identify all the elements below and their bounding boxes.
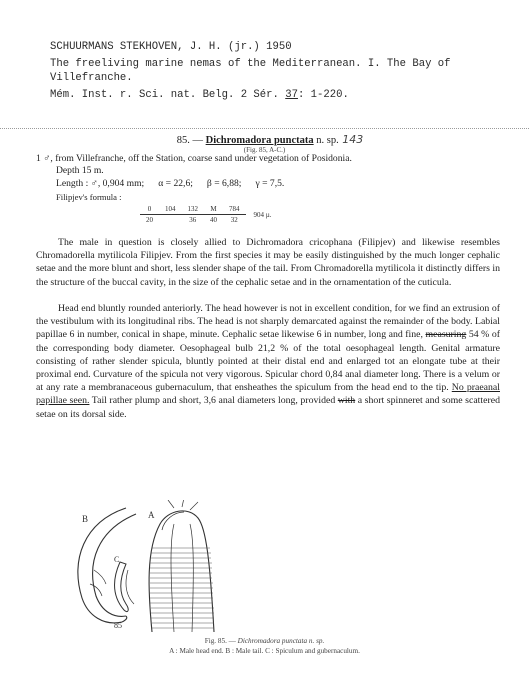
- beta-value: β = 6,88;: [206, 178, 242, 189]
- figure-number: 85: [114, 621, 122, 630]
- pen-struck-word: with: [337, 395, 356, 407]
- journal-name: Mém. Inst. r. Sci. nat. Belg. 2 Sér.: [50, 89, 286, 101]
- para2-text: Tail rather plump and short, 3,6 anal diameters long, provided: [89, 395, 338, 407]
- formula-top-cell: 784: [223, 204, 246, 215]
- male-head-drawing: [149, 500, 214, 632]
- pen-underlined-phrase: No praeanal papillae seen.: [36, 382, 500, 407]
- formula-bottom-cell: 36: [189, 216, 197, 224]
- formula-top-cell: 104: [159, 204, 182, 215]
- cuticle-annulation: [150, 548, 214, 628]
- formula-top-cell: 132: [182, 204, 205, 215]
- handwritten-annotation: 143: [338, 133, 364, 146]
- species-number: 85. —: [176, 135, 206, 146]
- specimen-line1: 1 ♂, from Villefranche, off the Station, coarse sand under vegetation of Posidonia.: [36, 153, 352, 164]
- caption-line2: A : Male head end. B : Male tail. C : Spiculum and gubernaculum.: [169, 647, 360, 655]
- formula-top-cell: M: [204, 204, 223, 215]
- length-value: Length : ♂, 0,904 mm;: [56, 178, 145, 189]
- journal-volume: 37: [285, 89, 298, 101]
- caption-line1: [0, 636, 529, 646]
- paragraph-comparison: The male in question is closely allied to Dichromadora cricophana (Filipjev) and likewise resembles Chromadorella mytilicola Filipjev. From the first species it may be easily distinguished by the much longer cephalic setae and the more blunt and short, less slender shape of the tail. From Chromadorella mytilicola it distinctly differs in the structure of the buccal cavity, in the size of the cephalic setae and in the ornamentation of the cuticula.: [36, 237, 500, 288]
- figure-85-drawing: [64, 500, 314, 635]
- formula-bottom-cell: 20: [146, 216, 153, 224]
- formula-top-cell: 0: [140, 204, 159, 215]
- figure-label-a: A: [148, 510, 155, 520]
- figure-label-b: B: [82, 514, 89, 524]
- figure-reference: (Fig. 85, A-C.): [243, 146, 286, 154]
- formula-label: Filipjev's formula :: [56, 192, 122, 202]
- spiculum-drawing: [114, 562, 134, 612]
- para2-text: Head end bluntly rounded anteriorly. The head however is not in excellent condition, for we find an extrusion of the vestibulum with its longitudinal ribs. The head is not sharply demarcated against the remainder of the body. Labial papillae 6 in number, conical in shape, minute. Cephalic setae likewise 6 in number, long and fine,: [36, 303, 500, 341]
- citation-authors: SCHUURMANS STEKHOVEN, J. H. (jr.) 1950: [50, 41, 292, 53]
- length-measurements: [56, 178, 456, 190]
- formula-bottom-cell: 32: [230, 216, 238, 224]
- alpha-value: α = 22,6;: [158, 178, 193, 189]
- species-title: Dichromadora punctata: [205, 135, 314, 146]
- divider-line: [0, 128, 529, 129]
- citation-title-line1: The freeliving marine nemas of the Mediterranean. I. The Bay of: [50, 58, 451, 70]
- citation-title-line2: Villefranche.: [50, 72, 133, 84]
- species-suffix: n. sp.: [313, 135, 339, 146]
- figure-caption: [0, 636, 529, 656]
- citation-journal: [50, 88, 520, 102]
- caption-species: Dichromadora punctata n. sp.: [237, 637, 325, 645]
- paragraph-description: [36, 302, 500, 421]
- journal-pages: : 1-220.: [297, 89, 349, 101]
- species-heading: [60, 133, 480, 146]
- specimen-line2: Depth 15 m.: [56, 165, 104, 177]
- formula-bottom-cell: 40: [210, 216, 217, 224]
- formula-total: 904 µ.: [253, 210, 272, 219]
- filipjev-formula: [140, 204, 278, 225]
- para2-text: 54 % of the corresponding body diameter. Oesophageal bulb 21,2 % of the total oesophageal length. Genital armature consisting of rather slender spicula, bluntly pointed at their distal end and enlarged tot an elongate tube at their proximal end. Curvature of the spicula not very vigorous. Spicular chord 0,84 anal diameter long. There is a velum or at any rate a membranaceous gubernaculum, that ensheathes the spiculum from the head end to the tip.: [36, 329, 500, 394]
- specimen-record: [36, 153, 506, 178]
- caption-fig-number: Fig. 85. —: [204, 637, 238, 645]
- figure-label-c: C: [114, 555, 120, 564]
- pen-struck-word: measuring: [425, 329, 467, 341]
- para2-text: a short spinneret and some scattered setae on its dorsal side.: [36, 395, 500, 420]
- citation-block: [50, 40, 520, 102]
- gamma-value: γ = 7,5.: [255, 178, 285, 189]
